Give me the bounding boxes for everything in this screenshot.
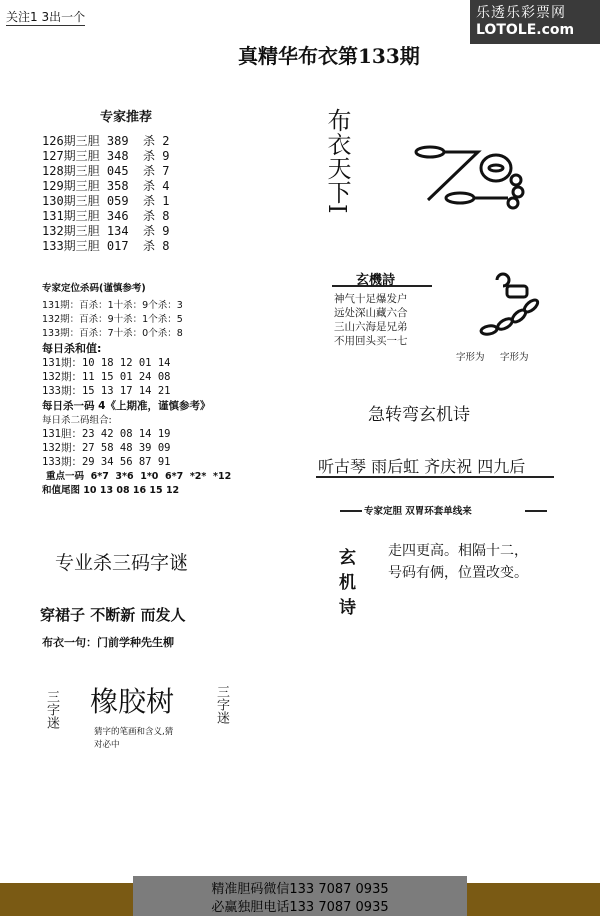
riddle-hint-2: 对必中 bbox=[94, 740, 120, 750]
riddle-left-label: 三字迷 bbox=[44, 690, 59, 729]
daily-sum-heading: 每日杀和值: bbox=[42, 342, 102, 355]
list-item: 133期三胆 017 杀 8 bbox=[42, 239, 170, 253]
riddle-line: 穿裙子 不断新 而发人 bbox=[40, 606, 186, 624]
urgent-heading: 急转弯玄机诗 bbox=[368, 405, 470, 425]
expert-note: 专家定胆 双胃环套单线来 bbox=[364, 506, 472, 517]
list-item: 131期：10 18 12 01 14 bbox=[42, 357, 171, 369]
brand-en: LOTOLE.com bbox=[476, 22, 575, 38]
daily-two-heading: 每日杀二码组合: bbox=[42, 415, 112, 426]
list-item: 133期：百杀：7十杀：0个杀：8 bbox=[42, 328, 183, 339]
list-item: 132期：27 58 48 39 09 bbox=[42, 442, 171, 454]
page-title: 真精华布衣第133期 bbox=[238, 44, 420, 68]
list-item: 132期：11 15 01 24 08 bbox=[42, 371, 171, 383]
riddle-right-label: 三字迷 bbox=[214, 685, 229, 724]
riddle-sentence: 布衣一句：门前学种先生柳 bbox=[42, 636, 174, 649]
poem-line: 神气十足爆发户 bbox=[334, 293, 408, 305]
poem-box bbox=[332, 265, 432, 351]
chain-figure-icon bbox=[408, 140, 533, 215]
top-note: 关注1 3出一个 bbox=[6, 10, 86, 24]
urgent-line: 听古琴 雨后虹 齐庆祝 四九后 bbox=[318, 457, 526, 476]
shape-label-a: 字形为 bbox=[456, 352, 485, 363]
list-item: 133期：15 13 17 14 21 bbox=[42, 385, 171, 397]
riddle-hint-1: 猜字的笔画和含义,猜 bbox=[94, 727, 174, 737]
expert-note-right-rule bbox=[525, 510, 547, 512]
poem-line: 远处深山藏六合 bbox=[334, 307, 408, 319]
daily-one-heading: 每日杀一码 4《上期准，谨慎参考》 bbox=[42, 400, 211, 412]
brand-cn: 乐透乐彩票网 bbox=[476, 5, 566, 21]
expert-note-left-rule bbox=[340, 510, 362, 512]
riddle-word: 橡胶树 bbox=[90, 685, 175, 718]
list-item: 126期三胆 389 杀 2 bbox=[42, 134, 170, 148]
poem-heading: 玄機詩 bbox=[356, 273, 396, 288]
footer-contact-box[interactable] bbox=[133, 876, 467, 916]
list-item: 132期：百杀：9十杀：1个杀：5 bbox=[42, 314, 183, 325]
position-heading: 专家定位杀码(谨慎参考) bbox=[42, 283, 146, 294]
list-item: 127期三胆 348 杀 9 bbox=[42, 149, 170, 163]
list-item: 128期三胆 045 杀 7 bbox=[42, 164, 170, 178]
list-item: 131胆：23 42 08 14 19 bbox=[42, 428, 171, 440]
buyi-vertical: 布衣天下I bbox=[323, 108, 351, 214]
footer-phone: 必赢独胆电话133 7087 0935 bbox=[211, 900, 389, 915]
list-item: 129期三胆 358 杀 4 bbox=[42, 179, 170, 193]
brand-banner[interactable] bbox=[470, 0, 600, 44]
sum-tail: 和值尾图 10 13 08 16 15 12 bbox=[42, 485, 180, 496]
riddle-heading: 专业杀三码字谜 bbox=[55, 552, 189, 574]
key-combo: 重点一码 6*7 3*6 1*0 6*7 *2* *12 bbox=[46, 471, 232, 482]
list-item: 131期三胆 346 杀 8 bbox=[42, 209, 170, 223]
expert-heading: 专家推荐 bbox=[100, 110, 153, 125]
chain-links-icon bbox=[465, 272, 545, 340]
footer-wechat: 精准胆码微信133 7087 0935 bbox=[211, 882, 389, 897]
poem-line: 三山六海是兄弟 bbox=[334, 321, 408, 333]
list-item: 133期：29 34 56 87 91 bbox=[42, 456, 171, 468]
list-item: 131期：百杀：1十杀：9个杀：3 bbox=[42, 300, 183, 311]
urgent-vertical: 玄机诗 bbox=[335, 548, 355, 623]
list-item: 132期三胆 134 杀 9 bbox=[42, 224, 170, 238]
list-item: 130期三胆 059 杀 1 bbox=[42, 194, 170, 208]
urgent-text-2: 号码有俩，位置改变。 bbox=[388, 565, 528, 581]
urgent-underline bbox=[316, 476, 554, 478]
poem-line: 不用回头买一七 bbox=[334, 335, 408, 347]
urgent-text-1: 走四更高。相隔十二， bbox=[388, 543, 528, 559]
shape-label-b: 字形为 bbox=[500, 352, 529, 363]
